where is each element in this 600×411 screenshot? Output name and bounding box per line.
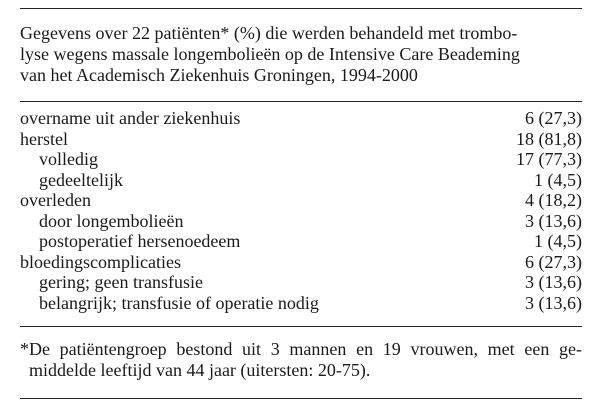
row-label: overleden <box>20 190 91 210</box>
data-table <box>20 8 582 399</box>
caption-line-1: Gegevens over 22 patiënten* (%) die werden behandeld met trombo- <box>20 23 518 43</box>
table-row <box>20 231 582 252</box>
table-caption <box>20 23 582 86</box>
table-row <box>20 170 582 191</box>
row-label: belangrijk; transfusie of operatie nodig <box>39 292 319 313</box>
row-label: overname uit ander ziekenhuis <box>20 108 241 128</box>
row-value: 3 (13,6) <box>525 272 582 292</box>
table-row <box>20 149 582 170</box>
row-label: bloedingscomplicaties <box>20 251 181 272</box>
row-value: 3 (13,6) <box>525 292 582 313</box>
row-label: herstel <box>20 128 68 149</box>
body-rule <box>20 326 582 327</box>
row-value: 1 (4,5) <box>534 169 582 190</box>
table-row <box>20 108 582 129</box>
row-value: 1 (4,5) <box>534 231 582 251</box>
row-label: volledig <box>39 149 98 169</box>
top-rule <box>20 8 582 9</box>
header-rule <box>20 101 582 102</box>
row-label: gering; geen transfusie <box>39 272 203 292</box>
row-value: 6 (27,3) <box>525 251 582 272</box>
row-label: postoperatief hersenoedeem <box>39 231 241 251</box>
row-value: 6 (27,3) <box>525 108 582 128</box>
table-row <box>20 272 582 293</box>
table-row <box>20 190 582 211</box>
caption-line-2: lyse wegens massale longembolieën op de Intensive Care Beademing <box>20 44 520 64</box>
table-row <box>20 293 582 314</box>
table-row <box>20 129 582 150</box>
row-value: 17 (77,3) <box>516 149 582 169</box>
row-value: 4 (18,2) <box>525 190 582 210</box>
row-value: 18 (81,8) <box>516 128 582 149</box>
caption-line-3: van het Academisch Ziekenhuis Groningen, 1994-2000 <box>20 65 418 85</box>
row-label: gedeeltelijk <box>39 169 123 190</box>
table-row <box>20 252 582 273</box>
row-label: door longembolieën <box>39 210 184 231</box>
table-row <box>20 211 582 232</box>
footnote-line-2: middelde leeftijd van 44 jaar (uitersten: 20-75). <box>29 360 371 380</box>
row-value: 3 (13,6) <box>525 210 582 231</box>
bottom-rule <box>20 398 582 399</box>
footnote-line-1: *De patiëntengroep bestond uit 3 mannen en 19 vrouwen, met een ge- <box>20 339 582 359</box>
table-body <box>20 108 582 313</box>
table-footnote <box>20 339 582 381</box>
